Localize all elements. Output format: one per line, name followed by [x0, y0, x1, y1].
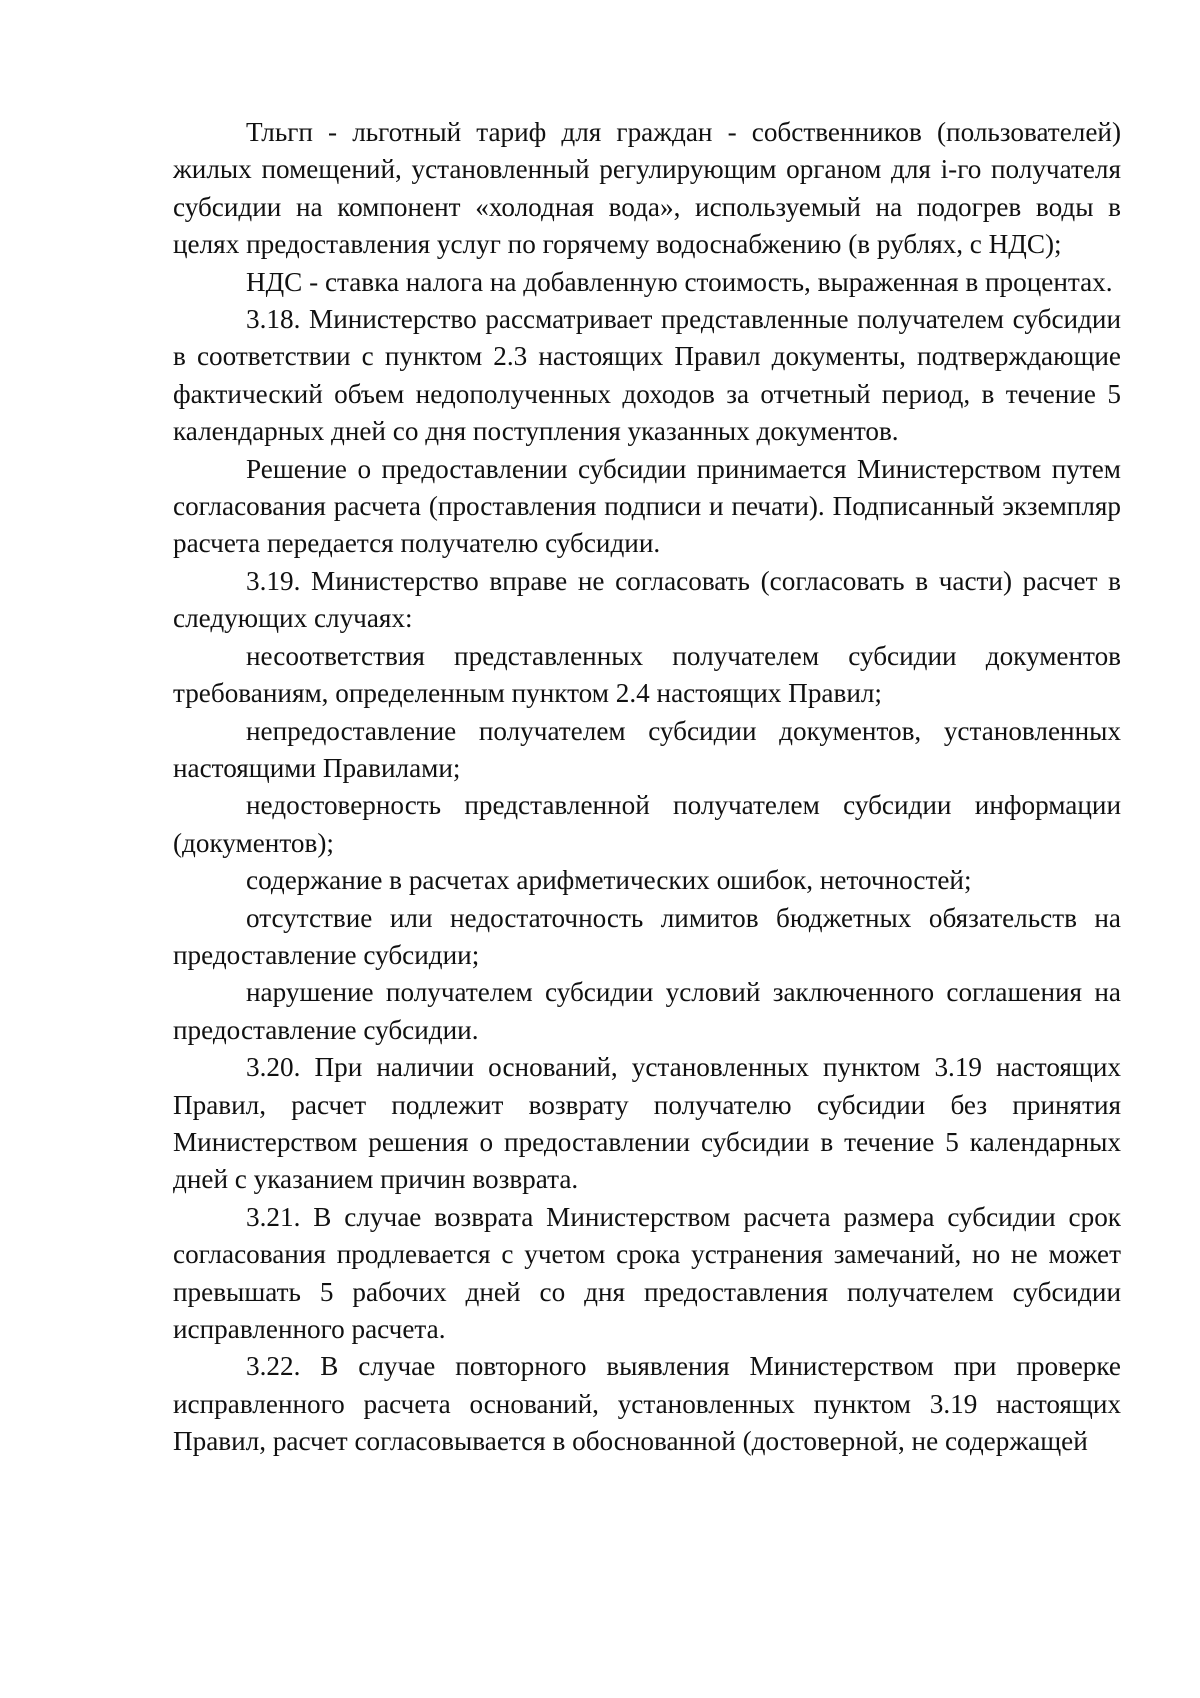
paragraph-clause-3-22: 3.22. В случае повторного выявления Министерством при проверке исправленного расчета оснований, установленных пунктом 3.19 настоящих Правил, расчет согласовывается в обоснованной (достоверной, не содержащей	[173, 1351, 1121, 1457]
list-item-agreement-violation: нарушение получателем субсидии условий заключенного соглашения на предоставление субсидии.	[173, 977, 1121, 1045]
document-body	[173, 114, 1121, 1461]
paragraph-vat-definition: НДС - ставка налога на добавленную стоимость, выраженная в процентах.	[246, 266, 1113, 297]
paragraph-clause-3-21: 3.21. В случае возврата Министерством расчета размера субсидии срок согласования продлевается с учетом срока устранения замечаний, но не может превышать 5 рабочих дней со дня предоставления получателем субсидии исправленного расчета.	[173, 1201, 1121, 1344]
paragraph-tariff-definition: Тльгп - льготный тариф для граждан - собственников (пользователей) жилых помещений, установленный регулирующим органом для i-го получателя субсидии на компонент «холодная вода», используемый на подогрев воды в целях предоставления услуг по горячему водоснабжению (в рублях, с НДС);	[173, 117, 1121, 260]
list-item-unreliability: недостоверность представленной получателем субсидии информации (документов);	[173, 790, 1121, 858]
list-item-arithmetic-errors: содержание в расчетах арифметических ошибок, неточностей;	[246, 865, 972, 896]
list-item-nonconformity: несоответствия представленных получателем субсидии документов требованиям, определенным пунктом 2.4 настоящих Правил;	[173, 640, 1121, 709]
paragraph-decision: Решение о предоставлении субсидии принимается Министерством путем согласования расчета (проставления подписи и печати). Подписанный экземпляр расчета передается получателю субсидии.	[173, 453, 1121, 559]
paragraph-clause-3-19: 3.19. Министерство вправе не согласовать (согласовать в части) расчет в следующих случаях:	[173, 565, 1121, 634]
paragraph-clause-3-20: 3.20. При наличии оснований, установленных пунктом 3.19 настоящих Правил, расчет подлежит возврату получателю субсидии без принятия Министерством решения о предоставлении субсидии в течение 5 календарных дней с указанием причин возврата.	[173, 1052, 1121, 1195]
list-item-insufficient-limits: отсутствие или недостаточность лимитов бюджетных обязательств на предоставление субсидии;	[173, 902, 1121, 970]
paragraph-clause-3-18: 3.18. Министерство рассматривает представленные получателем субсидии в соответствии с пунктом 2.3 настоящих Правил документы, подтверждающие фактический объем недополученных доходов за отчетный период, в течение 5 календарных дней со дня поступления указанных документов.	[173, 304, 1121, 447]
list-item-nonsubmission: непредоставление получателем субсидии документов, установленных настоящими Правилами;	[173, 715, 1121, 783]
